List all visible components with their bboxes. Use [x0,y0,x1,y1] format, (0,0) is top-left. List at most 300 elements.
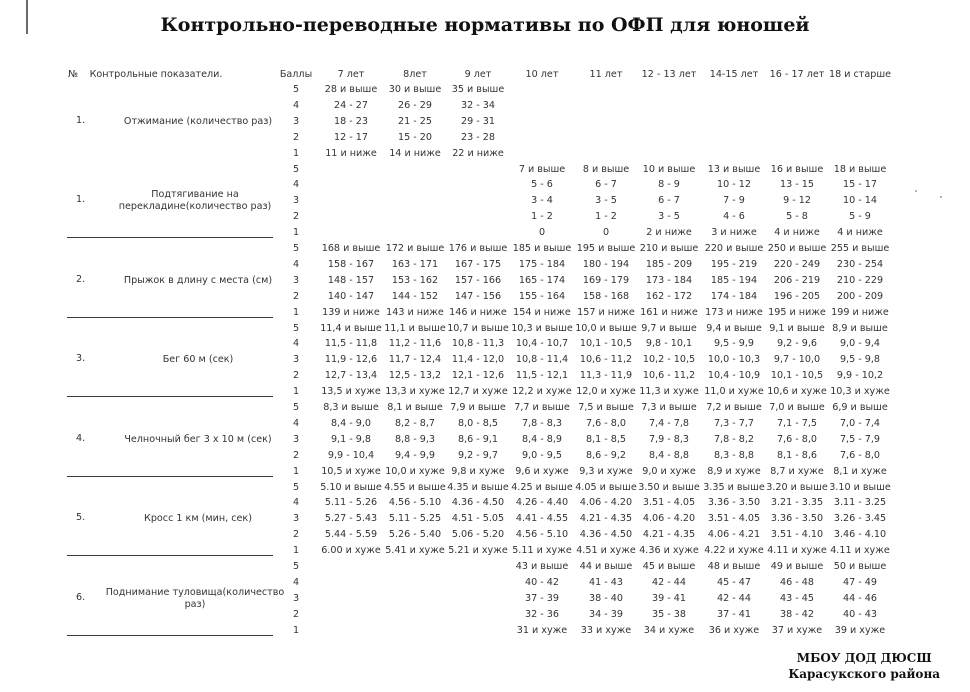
table-cell: 11,4 - 12,0 [451,354,505,366]
section-divider [67,317,273,318]
score-cell: 5 [292,84,300,95]
table-cell: 9,4 - 9,9 [394,449,436,461]
table-cell: 255 и выше [830,243,890,254]
table-cell: 13 - 15 [780,179,814,191]
table-cell: 7,5 и выше [578,402,634,413]
table-cell: 7,4 - 7,8 [648,417,690,429]
table-cell: 9,8 - 10,1 [645,338,693,350]
table-cell: 10,4 - 10,9 [707,370,761,382]
table-cell: 7,3 и выше [641,402,697,413]
table-cell: 8,1 и хуже [833,465,887,477]
table-cell: 4.06 - 4.20 [642,513,696,525]
table-cell: 4 - 6 [723,211,745,223]
table-cell: 154 и ниже [513,306,571,318]
table-cell: 10,3 и выше [511,322,573,334]
table-cell: 4.06 - 4.21 [707,529,761,541]
table-cell: 9,9 - 10,4 [327,449,375,461]
score-cell: 1 [292,624,300,636]
table-cell: 6 - 7 [595,179,617,191]
header-age-column: 7 лет [337,69,365,80]
table-cell: 12,5 - 13,2 [388,370,442,382]
table-cell: 8 и выше [582,163,630,175]
table-cell: 7,1 - 7,5 [776,417,818,429]
table-cell: 49 и выше [770,561,824,572]
table-cell: 23 - 28 [461,131,495,143]
table-cell: 4.51 - 5.05 [451,513,505,525]
score-cell: 5 [292,561,300,572]
table-cell: 9,6 и хуже [515,465,569,477]
table-cell: 8,4 - 8,9 [521,433,563,445]
table-cell: 3 и ниже [711,227,757,239]
score-cell: 1 [292,306,300,318]
table-cell: 50 и выше [833,561,887,572]
table-cell: 28 и выше [324,84,378,95]
table-cell: 4.55 и выше [384,481,446,493]
table-cell: 8,6 - 9,2 [585,449,627,461]
table-cell: 4.56 - 5.10 [388,497,442,509]
table-cell: 2 и ниже [646,227,692,239]
table-cell: 9,5 - 9,9 [713,338,755,350]
table-cell: 37 и хуже [771,624,823,636]
table-cell: 147 - 156 [454,290,502,302]
score-cell: 1 [292,147,300,159]
table-cell: 250 и выше [767,243,827,254]
score-cell: 2 [292,529,300,541]
table-cell: 10,0 - 10,3 [707,354,761,366]
score-cell: 4 [292,99,300,111]
score-cell: 2 [292,290,300,302]
table-cell: 7 и выше [518,163,566,175]
table-cell: 11,2 - 11,6 [388,338,442,350]
table-cell: 3.26 - 3.45 [833,513,887,525]
table-cell: 5.27 - 5.43 [324,513,378,525]
table-cell: 31 и хуже [516,624,568,636]
table-cell: 5.06 - 5.20 [451,529,505,541]
table-cell: 11,3 - 11,9 [579,370,633,382]
table-cell: 195 и ниже [768,306,826,318]
section-indicator-label: Бег 60 м (сек) [162,354,234,366]
section-number: 3. [76,353,86,365]
table-cell: 3 - 5 [595,195,617,207]
table-cell: 10 - 12 [717,179,751,191]
score-cell: 3 [292,274,300,286]
table-cell: 185 - 194 [710,274,758,286]
score-cell: 4 [292,576,300,588]
table-cell: 3.20 и выше [766,481,828,493]
score-cell: 1 [292,386,300,398]
table-cell: 8,1 - 8,6 [776,449,818,461]
table-cell: 7,2 и выше [706,402,762,413]
table-cell: 4.36 и хуже [639,545,699,557]
section-indicator-label: Кросс 1 км (мин, сек) [144,513,252,525]
table-cell: 16 и выше [770,163,824,175]
table-cell: 199 и ниже [831,306,889,318]
header-score: Баллы [279,69,313,80]
table-cell: 39 - 41 [652,592,686,604]
table-cell: 21 - 25 [398,115,432,127]
table-cell: 10,6 - 11,2 [579,354,633,366]
table-cell: 1 - 2 [531,211,553,223]
table-cell: 4.05 и выше [575,481,637,493]
table-cell: 5 - 8 [786,211,808,223]
table-cell: 4.41 - 4.55 [515,513,569,525]
table-cell: 4.36 - 4.50 [579,529,633,541]
table-cell: 4.35 и выше [447,481,509,493]
table-cell: 11,5 - 12,1 [515,370,569,382]
table-cell: 162 - 172 [645,290,693,302]
table-cell: 9,0 и хуже [642,465,696,477]
table-cell: 12,7 и хуже [448,386,508,398]
table-cell: 4.26 - 4.40 [515,497,569,509]
section-divider [67,635,273,636]
table-cell: 12,0 и хуже [576,386,636,398]
table-cell: 4.56 - 5.10 [515,529,569,541]
table-cell: 161 и ниже [640,306,698,318]
table-cell: 4.22 и хуже [704,545,764,557]
score-cell: 3 [292,115,300,127]
table-cell: 3.51 - 4.10 [770,529,824,541]
header-age-column: 9 лет [464,69,492,80]
table-cell: 10,6 и хуже [767,386,827,398]
table-cell: 43 и выше [515,561,569,572]
table-cell: 47 - 49 [843,576,877,588]
table-cell: 35 и выше [451,84,505,95]
table-cell: 46 - 48 [780,576,814,588]
table-cell: 5.11 - 5.26 [324,497,378,509]
table-cell: 5.44 - 5.59 [324,529,378,541]
table-cell: 11,5 - 11,8 [324,338,378,350]
table-cell: 34 и хуже [643,624,695,636]
section-divider [67,396,273,397]
table-cell: 174 - 184 [710,290,758,302]
header-age-column: 14-15 лет [709,69,759,80]
section-number: 1. [76,114,86,126]
table-cell: 3.36 - 3.50 [770,513,824,525]
table-cell: 7,6 - 8,0 [776,433,818,445]
table-cell: 44 - 46 [843,592,877,604]
table-cell: 24 - 27 [334,99,368,111]
table-cell: 3.11 - 3.25 [833,497,887,509]
table-cell: 4.36 - 4.50 [451,497,505,509]
table-cell: 9,5 - 9,8 [839,354,881,366]
table-cell: 148 - 157 [327,274,375,286]
table-cell: 5.11 и хуже [512,545,572,557]
table-cell: 7,6 - 8,0 [839,449,881,461]
table-cell: 146 и ниже [449,306,507,318]
score-cell: 5 [292,322,300,334]
table-cell: 45 и выше [642,561,696,572]
table-cell: 40 - 42 [525,576,559,588]
table-cell: 8,4 - 8,8 [648,449,690,461]
table-cell: 13,3 и хуже [385,386,445,398]
score-cell: 5 [292,481,300,493]
table-cell: 139 и ниже [322,306,380,318]
section-number: 5. [76,512,86,524]
table-cell: 9,2 - 9,6 [776,338,818,350]
header-age-column: 10 лет [525,69,559,80]
table-cell: 8,4 - 9,0 [330,417,372,429]
score-cell: 3 [292,592,300,604]
table-cell: 168 и выше [321,243,381,254]
score-cell: 3 [292,513,300,525]
table-cell: 180 - 194 [582,258,630,270]
table-cell: 153 - 162 [391,274,439,286]
table-cell: 32 - 34 [461,99,495,111]
table-cell: 1 - 2 [595,211,617,223]
score-cell: 4 [292,258,300,270]
section-number: 1. [76,194,86,206]
table-cell: 22 и ниже [452,147,504,159]
table-cell: 4.25 и выше [511,481,573,493]
table-cell: 4 и ниже [837,227,883,239]
table-cell: 8,0 - 8,5 [457,417,499,429]
table-cell: 45 - 47 [717,576,751,588]
table-cell: 8,3 и выше [323,402,379,413]
table-cell: 158 - 167 [327,258,375,270]
section-divider [67,555,273,556]
table-cell: 11,1 и выше [384,322,446,334]
table-cell: 8,1 и выше [387,402,443,413]
section-indicator-label: Прыжок в длину с места (см) [123,274,273,286]
table-cell: 42 - 44 [717,592,751,604]
table-cell: 3 - 4 [531,195,553,207]
score-cell: 4 [292,417,300,429]
table-cell: 3.21 - 3.35 [770,497,824,509]
table-cell: 36 и хуже [708,624,760,636]
score-cell: 4 [292,497,300,509]
table-cell: 18 и выше [833,163,887,175]
table-cell: 43 - 45 [780,592,814,604]
table-cell: 15 - 17 [843,179,877,191]
table-cell: 10,1 - 10,5 [770,370,824,382]
table-cell: 26 - 29 [398,99,432,111]
table-cell: 7,0 - 7,4 [839,417,881,429]
table-cell: 32 - 36 [525,608,559,620]
table-cell: 5.41 и хуже [385,545,445,557]
header-number: № [68,69,78,80]
table-cell: 11,7 - 12,4 [388,354,442,366]
table-cell: 4.06 - 4.20 [579,497,633,509]
table-cell: 10,7 и выше [447,322,509,334]
table-cell: 10,8 - 11,3 [451,338,505,350]
score-cell: 5 [292,402,300,413]
table-cell: 35 - 38 [652,608,686,620]
table-cell: 140 - 147 [327,290,375,302]
table-cell: 12,2 и хуже [512,386,572,398]
table-cell: 11,4 и выше [320,322,382,334]
table-cell: 9,3 и хуже [579,465,633,477]
table-cell: 0 [538,227,546,239]
table-cell: 11,0 и хуже [704,386,764,398]
table-cell: 7,9 - 8,3 [648,433,690,445]
table-cell: 10,5 и хуже [321,465,381,477]
table-cell: 5 - 6 [531,179,553,191]
table-cell: 200 - 209 [836,290,884,302]
table-cell: 143 и ниже [386,306,444,318]
table-cell: 8 - 9 [658,179,680,191]
table-cell: 169 - 179 [582,274,630,286]
table-cell: 13 и выше [707,163,761,175]
table-cell: 3 - 5 [658,211,680,223]
table-cell: 195 - 219 [710,258,758,270]
table-cell: 10,8 - 11,4 [515,354,569,366]
table-cell: 195 и выше [576,243,636,254]
table-cell: 8,7 и хуже [770,465,824,477]
table-cell: 11,9 - 12,6 [324,354,378,366]
table-cell: 230 - 254 [836,258,884,270]
table-cell: 9,0 - 9,4 [839,338,881,350]
table-cell: 44 и выше [579,561,633,572]
table-cell: 9,1 - 9,8 [330,433,372,445]
table-cell: 176 и выше [448,243,508,254]
table-cell: 7,7 и выше [514,402,570,413]
table-cell: 6 - 7 [658,195,680,207]
table-cell: 210 и выше [639,243,699,254]
table-cell: 3.51 - 4.05 [707,513,761,525]
table-cell: 11,3 и хуже [639,386,699,398]
table-cell: 15 - 20 [398,131,432,143]
table-cell: 10,0 и выше [575,322,637,334]
score-cell: 1 [292,545,300,557]
table-cell: 4.21 - 4.35 [579,513,633,525]
table-cell: 10 - 14 [843,195,877,207]
table-cell: 7 - 9 [723,195,745,207]
table-cell: 18 - 23 [334,115,368,127]
table-cell: 8,9 и хуже [707,465,761,477]
table-cell: 9 - 12 [783,195,811,207]
table-cell: 9,4 и выше [706,322,762,334]
table-cell: 157 - 166 [454,274,502,286]
organization-name: МБОУ ДОД ДЮСШ [796,651,932,665]
score-cell: 5 [292,243,300,254]
table-cell: 172 и выше [385,243,445,254]
score-cell: 2 [292,131,300,143]
table-cell: 10,6 - 11,2 [642,370,696,382]
table-cell: 8,6 - 9,1 [457,433,499,445]
table-cell: 220 - 249 [773,258,821,270]
header-age-column: 16 - 17 лет [769,69,825,80]
header-indicator: Контрольные показатели. [89,69,223,80]
score-cell: 4 [292,179,300,191]
table-cell: 5.10 и выше [320,481,382,493]
table-cell: 8,1 - 8,5 [585,433,627,445]
section-number: 2. [76,273,86,285]
table-cell: 40 - 43 [843,608,877,620]
table-cell: 12,1 - 12,6 [451,370,505,382]
table-cell: 5 - 9 [849,211,871,223]
table-cell: 14 и ниже [389,147,441,159]
score-cell: 2 [292,370,300,382]
scan-speck [940,196,942,198]
table-cell: 7,8 - 8,3 [521,417,563,429]
table-cell: 3.35 и выше [703,481,765,493]
table-cell: 196 - 205 [773,290,821,302]
table-cell: 13,5 и хуже [321,386,381,398]
table-cell: 158 - 168 [582,290,630,302]
table-cell: 6.00 и хуже [321,545,381,557]
table-cell: 8,3 - 8,8 [713,449,755,461]
table-cell: 165 - 174 [518,274,566,286]
table-cell: 7,3 - 7,7 [713,417,755,429]
table-cell: 220 и выше [704,243,764,254]
table-cell: 0 [602,227,610,239]
table-cell: 48 и выше [707,561,761,572]
table-cell: 6,9 и выше [832,402,888,413]
section-indicator-label: Челночный бег 3 х 10 м (сек) [124,433,272,445]
table-cell: 42 - 44 [652,576,686,588]
table-cell: 155 - 164 [518,290,566,302]
table-cell: 7,5 - 7,9 [839,433,881,445]
section-indicator-label: Подтягивание на перекладине(количество раз) [118,189,272,213]
organization-district: Карасукского района [788,667,940,681]
table-cell: 9,7 и выше [641,322,697,334]
table-cell: 9,8 и хуже [451,465,505,477]
table-cell: 38 - 42 [780,608,814,620]
score-cell: 2 [292,449,300,461]
table-cell: 10,1 - 10,5 [579,338,633,350]
table-cell: 10,2 - 10,5 [642,354,696,366]
header-age-column: 11 лет [589,69,623,80]
table-cell: 8,8 - 9,3 [394,433,436,445]
page-title: Контрольно-переводные нормативы по ОФП для юношей [160,14,810,36]
score-cell: 3 [292,354,300,366]
table-cell: 185 - 209 [645,258,693,270]
table-cell: 10,0 и хуже [385,465,445,477]
table-cell: 210 - 229 [836,274,884,286]
table-cell: 12 - 17 [334,131,368,143]
table-cell: 7,9 и выше [450,402,506,413]
table-cell: 185 и выше [512,243,572,254]
section-divider [67,237,273,238]
table-cell: 41 - 43 [589,576,623,588]
section-indicator-label: Поднимание туловища(количество раз) [105,586,285,610]
table-cell: 5.26 - 5.40 [388,529,442,541]
header-age-column: 12 - 13 лет [641,69,697,80]
table-cell: 3.36 - 3.50 [707,497,761,509]
score-cell: 1 [292,227,300,239]
table-cell: 37 - 41 [717,608,751,620]
section-number: 6. [76,591,86,603]
table-cell: 8,2 - 8,7 [394,417,436,429]
table-cell: 9,0 - 9,5 [521,449,563,461]
table-cell: 9,9 - 10,2 [836,370,884,382]
table-cell: 12,7 - 13,4 [324,370,378,382]
table-cell: 5.11 - 5.25 [388,513,442,525]
table-cell: 29 - 31 [461,115,495,127]
table-cell: 9,2 - 9,7 [457,449,499,461]
score-cell: 2 [292,211,300,223]
table-cell: 144 - 152 [391,290,439,302]
table-cell: 30 и выше [388,84,442,95]
table-cell: 34 - 39 [589,608,623,620]
table-cell: 157 и ниже [577,306,635,318]
score-cell: 2 [292,608,300,620]
table-cell: 37 - 39 [525,592,559,604]
table-cell: 206 - 219 [773,274,821,286]
header-age-column: 18 и старше [828,69,892,80]
table-cell: 4.51 и хуже [576,545,636,557]
table-cell: 38 - 40 [589,592,623,604]
scan-speck [915,190,917,192]
table-cell: 167 - 175 [454,258,502,270]
table-cell: 175 - 184 [518,258,566,270]
table-cell: 7,6 - 8,0 [585,417,627,429]
table-cell: 4.21 - 4.35 [642,529,696,541]
header-age-column: 8лет [403,69,427,80]
score-cell: 3 [292,195,300,207]
score-cell: 1 [292,465,300,477]
table-cell: 4.11 и хуже [767,545,827,557]
